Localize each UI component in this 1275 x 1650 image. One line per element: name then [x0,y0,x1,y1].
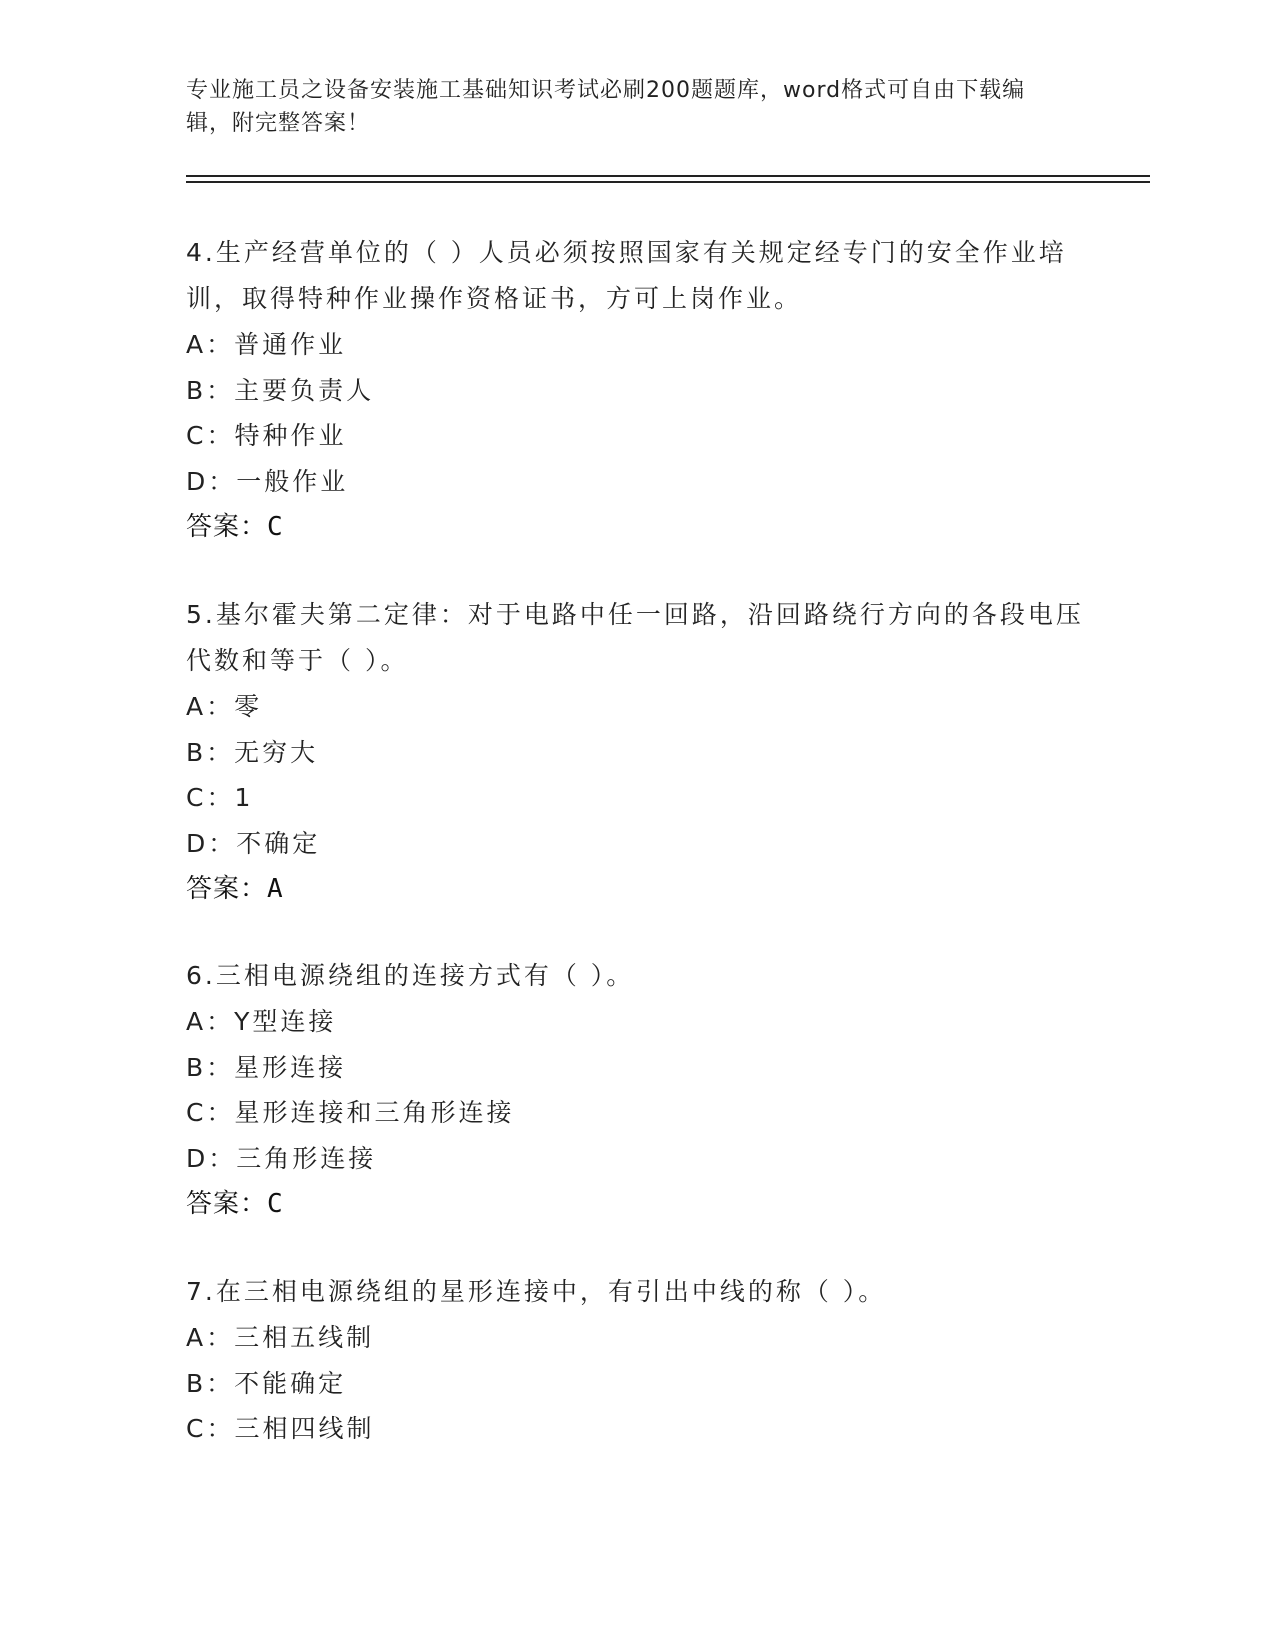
question-stem: 6.三相电源绕组的连接方式有（ ）。 [186,961,635,990]
option-d [186,1136,1086,1182]
option-b [186,1361,1086,1407]
option-c [186,1090,1086,1136]
option-c [186,413,1086,459]
question-5 [186,592,1086,912]
option-text: 三角形连接 [236,1143,377,1173]
option-key: B： [186,375,235,405]
answer-value: C [267,1189,284,1219]
option-text: Y型连接 [234,1007,337,1036]
option-key: A： [186,692,235,721]
option-key: C： [186,1098,235,1127]
option-key: C： [186,421,235,450]
option-a [186,999,1086,1045]
option-b [186,368,1086,414]
question-4 [186,230,1086,550]
document-header-text: 专业施工员之设备安装施工基础知识考试必刷200题题库，word格式可自由下载编辑，附完整答案！ [186,78,1026,136]
option-text: 一般作业 [236,466,349,496]
answer-line [186,866,1086,912]
option-key: C： [186,1414,235,1443]
option-key: D： [186,1143,237,1173]
answer-value: A [267,874,284,904]
option-text: 星形连接和三角形连接 [234,1098,515,1127]
question-stem: 4.生产经营单位的（ ）人员必须按照国家有关规定经专门的安全作业培训，取得特种作业操作资格证书，方可上岗作业。 [186,238,1067,313]
option-a [186,322,1086,368]
option-text: 不能确定 [234,1368,347,1398]
answer-label: 答案： [186,1189,268,1219]
option-b [186,1045,1086,1091]
option-key: A： [186,1323,235,1352]
option-d [186,821,1086,867]
option-text: 特种作业 [234,421,347,450]
answer-label: 答案： [186,874,268,904]
option-text: 无穷大 [234,737,319,767]
option-key: D： [186,466,237,496]
option-text: 1 [234,783,254,812]
option-c [186,775,1086,821]
option-key: D： [186,828,237,858]
option-text: 零 [234,692,263,721]
answer-value: C [267,512,284,542]
option-b [186,730,1086,776]
option-text: 不确定 [236,828,321,858]
question-stem: 5.基尔霍夫第二定律：对于电路中任一回路，沿回路绕行方向的各段电压代数和等于（ ）。 [186,600,1084,675]
option-text: 三相四线制 [234,1414,375,1443]
option-key: C： [186,783,235,812]
answer-line [186,1181,1086,1227]
option-a [186,684,1086,730]
option-key: A： [186,1007,235,1036]
option-key: A： [186,330,235,359]
question-stem: 7.在三相电源绕组的星形连接中，有引出中线的称（ ）。 [186,1277,887,1306]
question-7 [186,1269,1086,1452]
question-6 [186,953,1086,1227]
option-key: B： [186,1368,235,1398]
option-c [186,1406,1086,1452]
option-text: 普通作业 [234,330,347,359]
option-d [186,459,1086,505]
header-divider-bottom [186,181,1150,183]
answer-label: 答案： [186,512,268,542]
option-text: 星形连接 [234,1052,347,1082]
option-key: B： [186,1052,235,1082]
option-key: B： [186,737,235,767]
option-text: 主要负责人 [234,375,375,405]
option-a [186,1315,1086,1361]
option-text: 三相五线制 [234,1323,375,1352]
header-divider-top [186,175,1150,177]
answer-line [186,504,1086,550]
